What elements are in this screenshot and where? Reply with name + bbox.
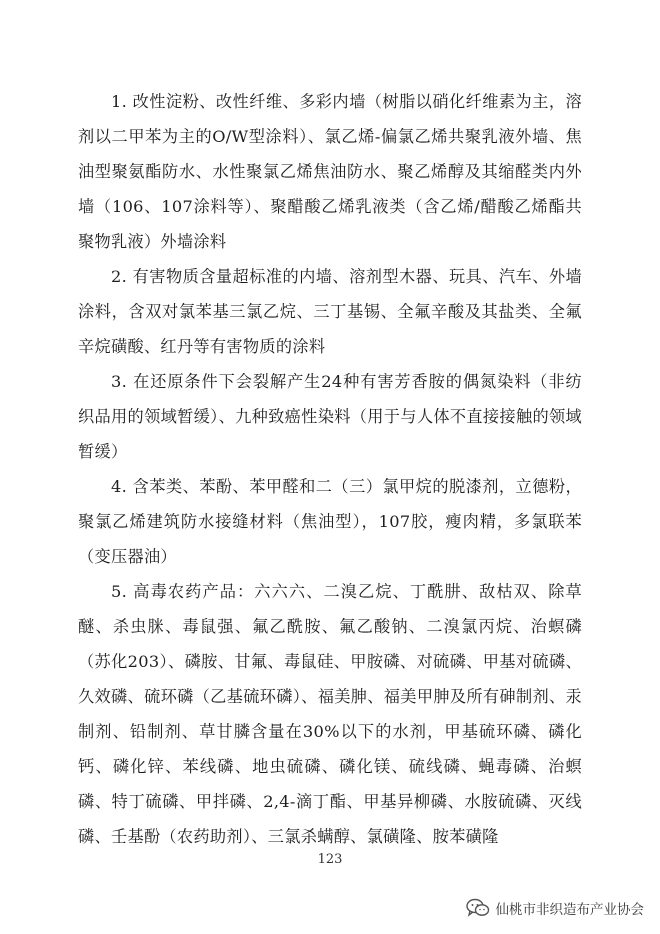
paragraph-2: 2. 有害物质含量超标准的内墙、溶剂型木器、玩具、汽车、外墙涂料，含双对氯苯基三氯乙烷、三丁基锡、全氟辛酸及其盐类、全氟辛烷磺酸、红丹等有害物质的涂料 <box>78 267 582 356</box>
watermark-text: 仙桃市非织造布产业协会 <box>495 902 644 918</box>
paragraph-5: 5. 高毒农药产品：六六六、二溴乙烷、丁酰肼、敌枯双、除草醚、杀虫脒、毒鼠强、氟乙酰胺、氟乙酸钠、二溴氯丙烷、治螟磷（苏化203）、磷胺、甘氟、毒鼠硅、甲胺磷、对硫磷、甲基对硫磷、久效磷、硫环磷（乙基硫环磷）、福美胂、福美甲胂及所有砷制剂、汞制剂、铅制剂、草甘膦含量在30%以下的水剂，甲基硫环磷、磷化钙、磷化锌、苯线磷、地虫硫磷、磷化镁、硫线磷、蝇毒磷、治螟磷、特丁硫磷、甲拌磷、2,4-滴丁酯、甲基异柳磷、水胺硫磷、灭线磷、壬基酚（农药助剂）、三氯杀螨醇、氯磺隆、胺苯磺隆 <box>78 582 582 846</box>
source-watermark <box>462 896 649 920</box>
paragraph-4: 4. 含苯类、苯酚、苯甲醛和二（三）氯甲烷的脱漆剂，立德粉，聚氯乙烯建筑防水接缝材料（焦油型），107胶，瘦肉精，多氯联苯（变压器油） <box>78 477 582 566</box>
paragraph-3: 3. 在还原条件下会裂解产生24种有害芳香胺的偶氮染料（非纺织品用的领域暂缓）、九种致癌性染料（用于与人体不直接接触的领域暂缓） <box>78 372 582 461</box>
paragraph-1: 1. 改性淀粉、改性纤维、多彩内墙（树脂以硝化纤维素为主，溶剂以二甲苯为主的O/W型涂料）、氯乙烯-偏氯乙烯共聚乳液外墙、焦油型聚氨酯防水、水性聚氯乙烯焦油防水、聚乙烯醇及其缩醛类内外墙（106、107涂料等）、聚醋酸乙烯乳液类（含乙烯/醋酸乙烯酯共聚物乳液）外墙涂料 <box>78 92 582 251</box>
page-number: 123 <box>317 852 343 867</box>
document-body <box>78 84 582 854</box>
wechat-icon <box>466 898 490 918</box>
